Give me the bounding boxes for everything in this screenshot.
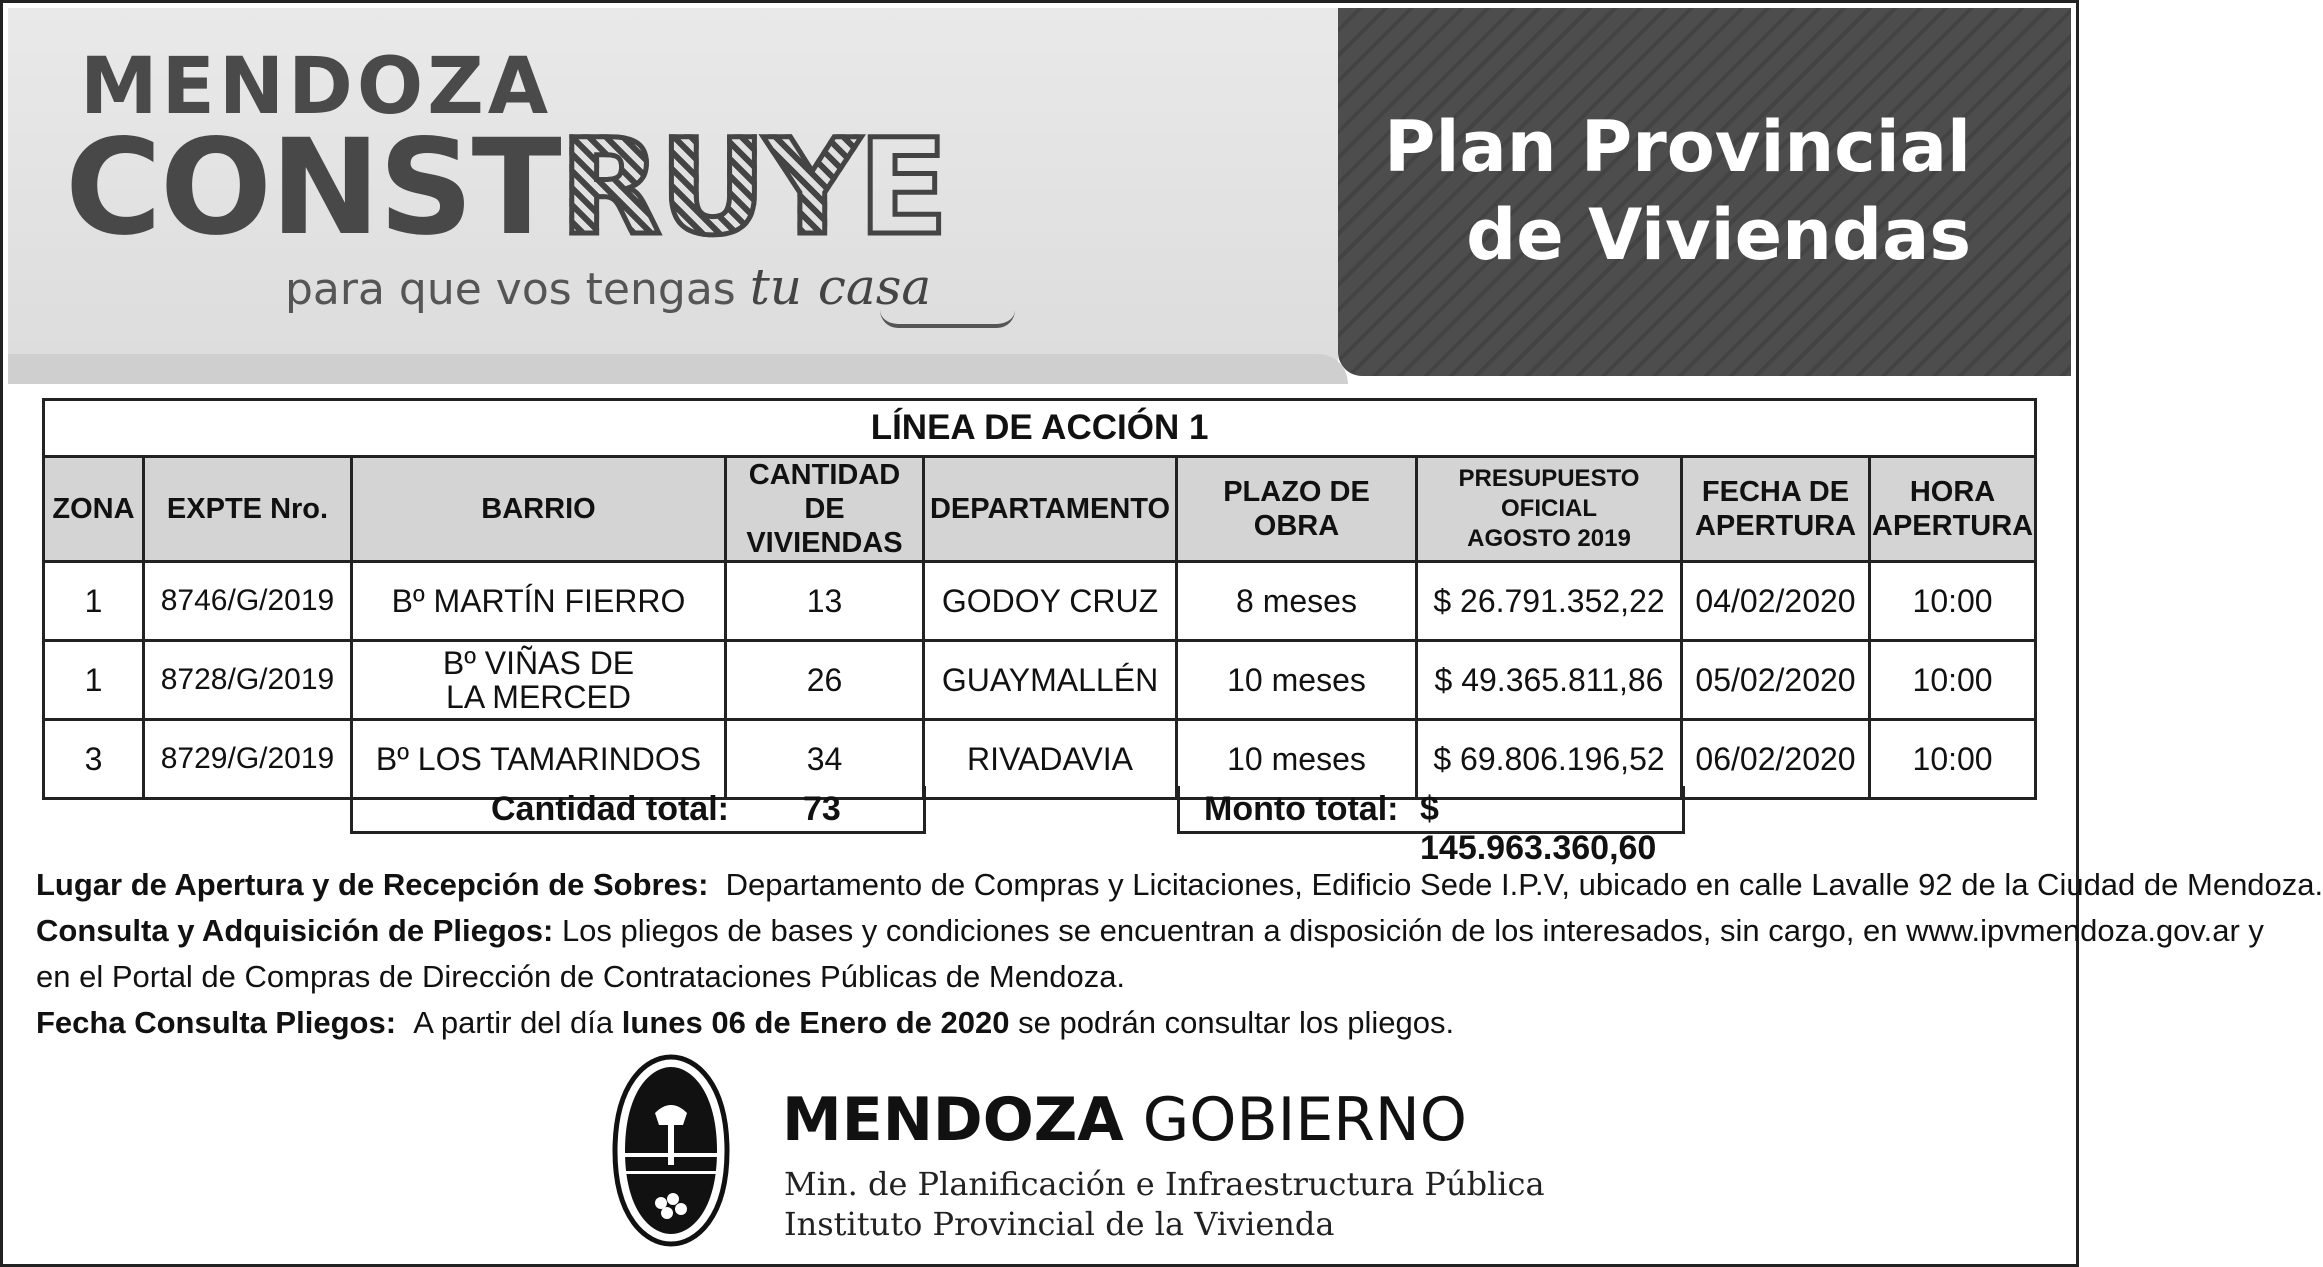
col-barrio: BARRIO (352, 457, 726, 562)
info-fecha-label: Fecha Consulta Pliegos: (36, 1005, 397, 1040)
logo-tagline-text: para que vos tengas (285, 264, 736, 315)
col-presupuesto-l2: AGOSTO 2019 (1467, 525, 1631, 552)
info-fecha-text-b: se podrán consultar los pliegos. (1018, 1005, 1455, 1040)
info-lugar-label: Lugar de Apertura y de Recepción de Sobres: (36, 867, 709, 902)
col-hora (1870, 457, 2036, 562)
gov-institute: Instituto Provincial de la Vivienda (784, 1205, 1335, 1243)
cell-plazo: 10 meses (1177, 720, 1417, 799)
cell-cantidad: 34 (726, 720, 924, 799)
cell-barrio-l2: LA MERCED (446, 679, 631, 715)
col-fecha-l2: APERTURA (1694, 510, 1857, 542)
cantidad-total-box (350, 786, 926, 834)
cell-presupuesto: $ 49.365.811,86 (1417, 641, 1682, 720)
plan-title-line1: Plan Provincial (1384, 106, 1971, 188)
info-consulta-text: Los pliegos de bases y condiciones se encuentran a disposición de los interesados, sin cargo, en www.ipvmendoza.gov.ar y (561, 913, 2264, 948)
cantidad-total-value: 73 (803, 790, 841, 828)
col-zona: ZONA (44, 457, 144, 562)
col-plazo: PLAZO DE OBRA (1177, 457, 1417, 562)
col-cantidad (726, 457, 924, 562)
info-fecha-text-bold: lunes 06 de Enero de 2020 (621, 1005, 1010, 1040)
cell-cantidad: 13 (726, 562, 924, 641)
info-lugar-text: Departamento de Compras y Licitaciones, Edificio Sede I.P.V, ubicado en calle Lavalle 92 de la Ciudad de Mendoza. (725, 867, 2323, 902)
cell-barrio-l1: Bº MARTÍN FIERRO (391, 583, 686, 619)
info-block (36, 862, 2323, 1046)
cell-barrio (352, 562, 726, 641)
cell-plazo: 10 meses (1177, 641, 1417, 720)
gov-name-bold: MENDOZA (782, 1085, 1124, 1155)
table-title: LÍNEA DE ACCIÓN 1 (44, 400, 2036, 457)
cantidad-total-label: Cantidad total: (491, 790, 729, 828)
table-header-row (44, 457, 2036, 562)
col-hora-l1: HORA (1909, 476, 1996, 508)
gov-name-light: GOBIERNO (1142, 1085, 1468, 1155)
col-presupuesto (1417, 457, 1682, 562)
col-expte: EXPTE Nro. (144, 457, 352, 562)
cell-expte: 8728/G/2019 (144, 641, 352, 720)
cell-departamento: RIVADAVIA (924, 720, 1177, 799)
logo-mendoza: MENDOZA (80, 42, 553, 132)
header-title-panel (1338, 8, 2071, 376)
cell-fecha: 05/02/2020 (1682, 641, 1870, 720)
logo-tagline (285, 258, 931, 316)
info-consulta-label: Consulta y Adquisición de Pliegos: (36, 913, 554, 948)
table-row (44, 562, 2036, 641)
info-consulta-cont: en el Portal de Compras de Dirección de Contrataciones Públicas de Mendoza. (36, 959, 1126, 994)
gov-ministry: Min. de Planificación e Infraestructura Pública (784, 1165, 1545, 1203)
monto-total-box (1177, 786, 1685, 867)
col-departamento: DEPARTAMENTO (924, 457, 1177, 562)
plan-title (1371, 103, 1971, 279)
mendoza-seal-icon (611, 1053, 731, 1248)
table-row (44, 641, 2036, 720)
col-fecha-l1: FECHA DE (1701, 476, 1850, 508)
cell-presupuesto: $ 69.806.196,52 (1417, 720, 1682, 799)
gov-name (782, 1085, 1468, 1155)
cell-fecha: 04/02/2020 (1682, 562, 1870, 641)
info-consulta (36, 908, 2264, 954)
header-curve (8, 354, 1348, 384)
monto-total-value: $ 145.963.360,60 (1420, 790, 1657, 867)
cell-barrio-l1: Bº LOS TAMARINDOS (375, 741, 702, 777)
col-presupuesto-l1: PRESUPUESTO OFICIAL (1458, 465, 1640, 522)
cell-fecha: 06/02/2020 (1682, 720, 1870, 799)
monto-total-label: Monto total: (1204, 790, 1399, 828)
col-cantidad-l1: CANTIDAD DE (748, 459, 901, 525)
cell-zona: 3 (44, 720, 144, 799)
cell-cantidad: 26 (726, 641, 924, 720)
cell-barrio (352, 641, 726, 720)
cell-zona: 1 (44, 641, 144, 720)
cell-plazo: 8 meses (1177, 562, 1417, 641)
logo-tagline-script: tu casa (749, 258, 932, 316)
info-lugar (36, 862, 2323, 908)
info-fecha-text-a: A partir del día (413, 1005, 614, 1040)
plan-title-line2: de Viviendas (1466, 194, 1971, 276)
logo-construye (65, 111, 947, 265)
cell-departamento: GODOY CRUZ (924, 562, 1177, 641)
logo-construye-part-c: E (858, 111, 947, 265)
col-fecha (1682, 457, 1870, 562)
cell-presupuesto: $ 26.791.352,22 (1417, 562, 1682, 641)
works-table (42, 398, 2037, 800)
cell-hora: 10:00 (1870, 562, 2036, 641)
cell-expte: 8746/G/2019 (144, 562, 352, 641)
logo-construye-part-b: RUY (559, 111, 859, 265)
cell-expte: 8729/G/2019 (144, 720, 352, 799)
cell-hora: 10:00 (1870, 641, 2036, 720)
cell-hora: 10:00 (1870, 720, 2036, 799)
table-row (44, 720, 2036, 799)
cell-barrio-l1: Bº VIÑAS DE (442, 645, 635, 681)
logo-underline (880, 310, 1015, 328)
col-hora-l2: APERTURA (1872, 510, 2034, 542)
col-cantidad-l2: VIVIENDAS (746, 527, 903, 559)
cell-departamento: GUAYMALLÉN (924, 641, 1177, 720)
logo-construye-part-a: CONST (65, 111, 560, 265)
info-fecha (36, 1000, 2046, 1046)
cell-zona: 1 (44, 562, 144, 641)
